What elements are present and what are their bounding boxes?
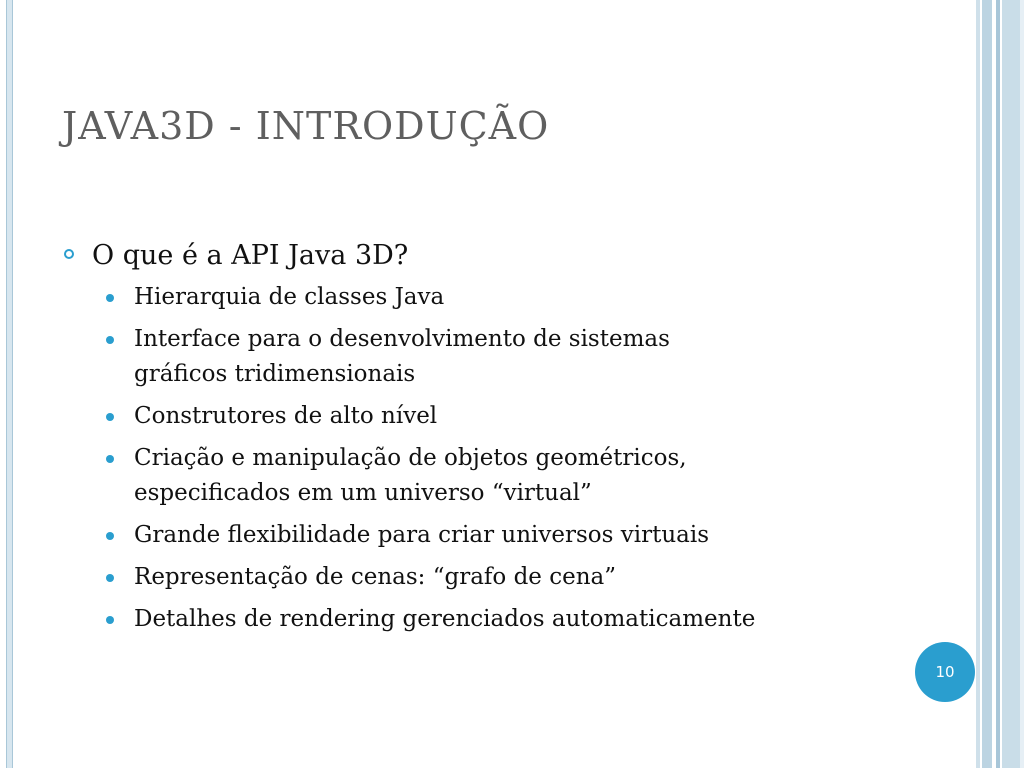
- slide-title: JAVA3D - INTRODUÇÃO: [62, 104, 550, 148]
- filled-circle-icon: [106, 455, 114, 463]
- sub-bullet: [106, 280, 962, 315]
- sub-bullet-text: Detalhes de rendering gerenciados automaticamente: [134, 606, 756, 632]
- sub-bullet: [106, 518, 962, 553]
- sub-bullet: [106, 322, 962, 392]
- filled-circle-icon: [106, 532, 114, 540]
- sub-bullet-text: Grande flexibilidade para criar universos virtuais: [134, 522, 710, 548]
- filled-circle-icon: [106, 616, 114, 624]
- main-bullet: [62, 234, 962, 278]
- filled-circle-icon: [106, 336, 114, 344]
- right-border-decoration: [976, 0, 1024, 768]
- sub-bullet-text: Interface para o desenvolvimento de sistemas gráficos tridimensionais: [134, 326, 670, 387]
- left-border-decoration: [6, 0, 13, 768]
- filled-circle-icon: [106, 294, 114, 302]
- sub-bullet-text: Construtores de alto nível: [134, 403, 438, 429]
- slide-content: [62, 234, 962, 644]
- filled-circle-icon: [106, 574, 114, 582]
- sub-bullet-list: [62, 280, 962, 637]
- sub-bullet: [106, 560, 962, 595]
- hollow-circle-icon: [64, 249, 74, 259]
- sub-bullet: [106, 602, 962, 637]
- sub-bullet-text: Representação de cenas: “grafo de cena”: [134, 564, 617, 590]
- main-bullet-text: O que é a API Java 3D?: [92, 240, 409, 271]
- sub-bullet-text: Criação e manipulação de objetos geométricos, especificados em um universo “virtual”: [134, 445, 687, 506]
- filled-circle-icon: [106, 413, 114, 421]
- sub-bullet-text: Hierarquia de classes Java: [134, 284, 445, 310]
- sub-bullet: [106, 399, 962, 434]
- sub-bullet: [106, 441, 962, 511]
- page-number-badge: 10: [915, 642, 975, 702]
